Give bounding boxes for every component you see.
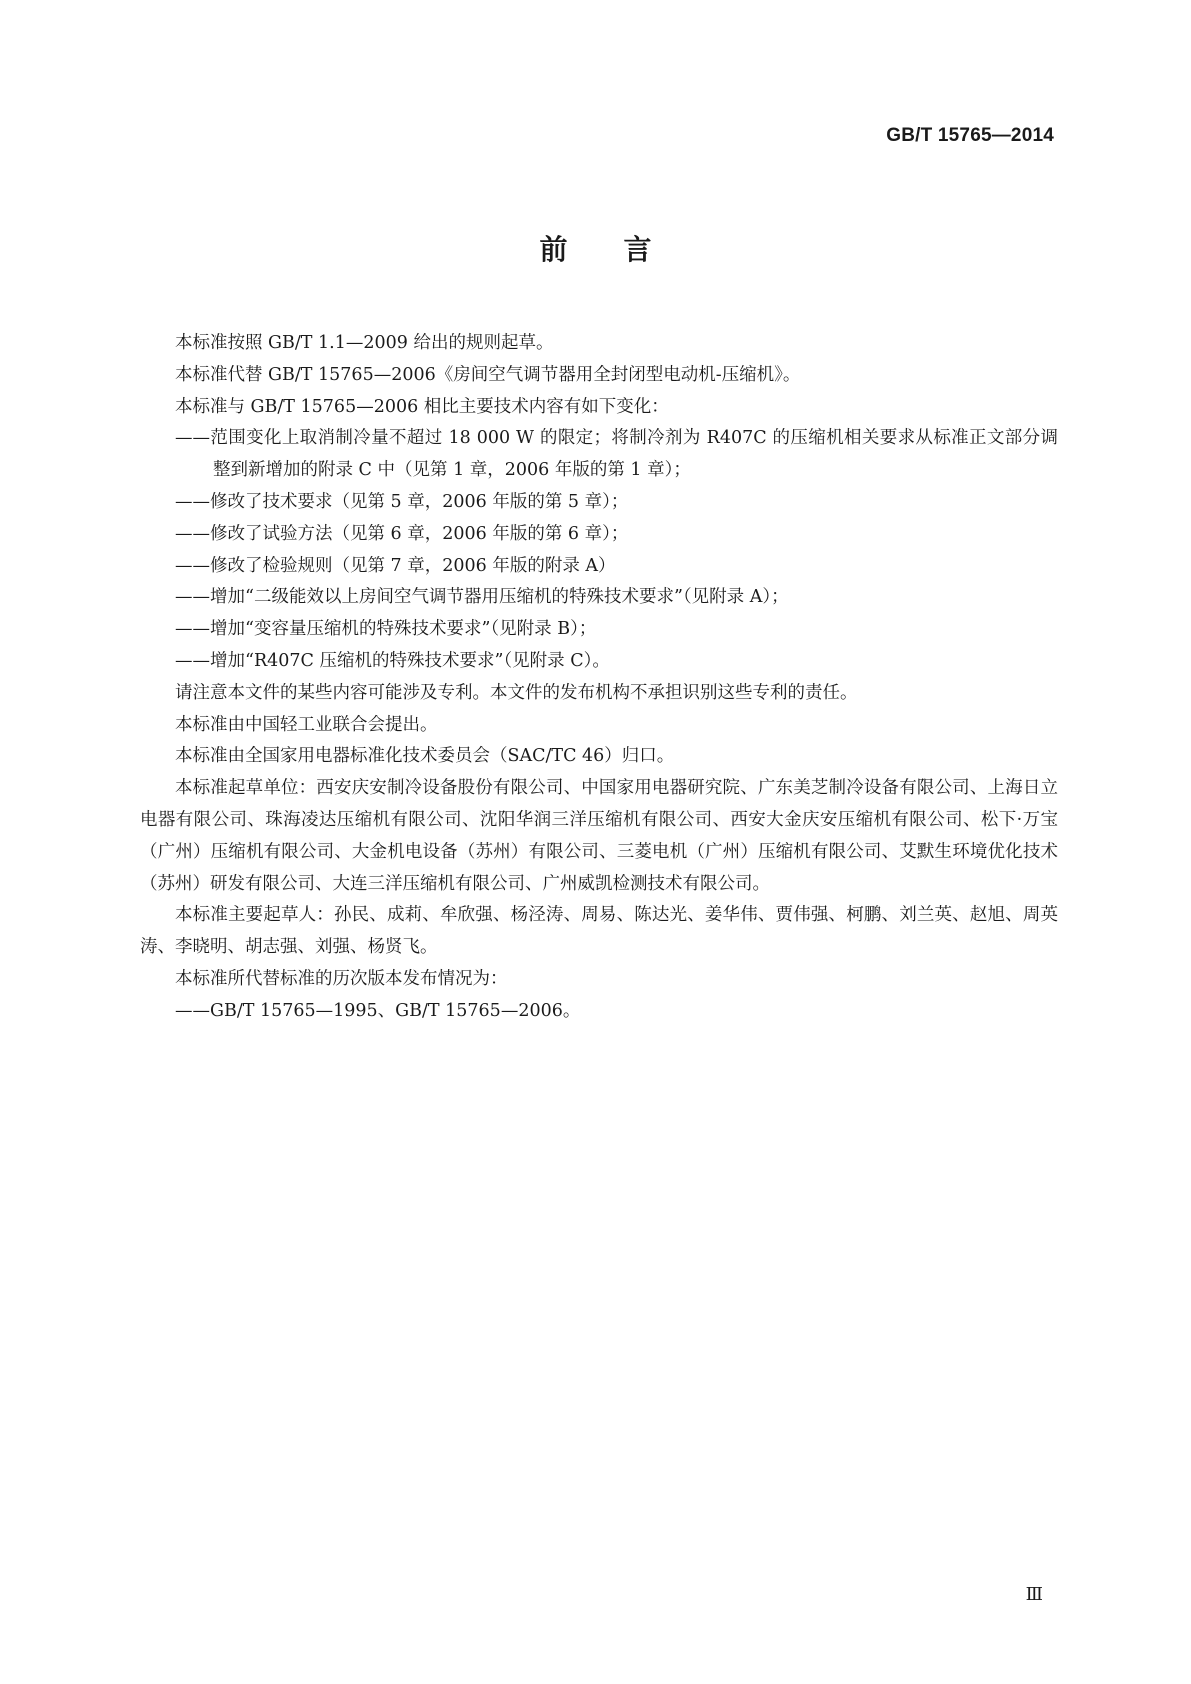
change-item-annex-b: ——增加“变容量压缩机的特殊技术要求”（见附录 B）；: [175, 619, 597, 640]
paragraph-replaces: 本标准代替 GB/T 15765—2006《房间空气调节器用全封闭型电动机-压缩机》。: [175, 364, 801, 385]
history-item: ——GB/T 15765—1995、GB/T 15765—2006。: [175, 1000, 581, 1021]
page-title: 前言: [539, 233, 708, 266]
page-number: Ⅲ: [1025, 1584, 1043, 1604]
change-item-annex-a: ——增加“二级能效以上房间空气调节器用压缩机的特殊技术要求”（见附录 A）；: [175, 587, 789, 608]
paragraph-administered-by: 本标准由全国家用电器标准化技术委员会（SAC/TC 46）归口。: [175, 746, 675, 767]
paragraph-proposed-by: 本标准由中国轻工业联合会提出。: [175, 714, 438, 735]
change-item-technical-requirements: ——修改了技术要求（见第 5 章，2006 年版的第 5 章）；: [175, 491, 629, 512]
paragraph-changes-intro: 本标准与 GB/T 15765—2006 相比主要技术内容有如下变化：: [175, 396, 669, 417]
change-item-inspection-rules: ——修改了检验规则（见第 7 章，2006 年版的附录 A）: [175, 555, 616, 576]
preface-body: [140, 328, 1058, 1028]
standard-code-header: GB/T 15765—2014: [886, 125, 1054, 146]
paragraph-drafting-rules: 本标准按照 GB/T 1.1—2009 给出的规则起草。: [175, 333, 554, 353]
paragraph-drafting-units: 本标准起草单位：西安庆安制冷设备股份有限公司、中国家用电器研究院、广东美芝制冷设备有限公司、上海日立电器有限公司、珠海凌达压缩机有限公司、沈阳华润三洋压缩机有限公司、西安大金庆安压缩机有限公司、松下·万宝（广州）压缩机有限公司、大金机电设备（苏州）有限公司、三菱电机（广州）压缩机有限公司、艾默生环境优化技术（苏州）研发有限公司、大连三洋压缩机有限公司、广州威凯检测技术有限公司。: [140, 778, 1058, 894]
change-item-test-methods: ——修改了试验方法（见第 6 章，2006 年版的第 6 章）；: [175, 523, 629, 544]
paragraph-patent-notice: 请注意本文件的某些内容可能涉及专利。本文件的发布机构不承担识别这些专利的责任。: [175, 682, 858, 703]
paragraph-drafters: 本标准主要起草人：孙民、成莉、牟欣强、杨泾涛、周易、陈达光、姜华伟、贾伟强、柯鹏、刘兰英、赵旭、周英涛、李晓明、胡志强、刘强、杨贤飞。: [140, 905, 1058, 958]
change-item-annex-c: ——增加“R407C 压缩机的特殊技术要求”（见附录 C）。: [175, 650, 610, 671]
paragraph-history-intro: 本标准所代替标准的历次版本发布情况为：: [175, 968, 508, 989]
change-item-scope: ——范围变化上取消制冷量不超过 18 000 W 的限定；将制冷剂为 R407C 的压缩机相关要求从标准正文部分调整到新增加的附录 C 中（见第 1 章，2006 年版的第 1 章）；: [175, 428, 1058, 481]
